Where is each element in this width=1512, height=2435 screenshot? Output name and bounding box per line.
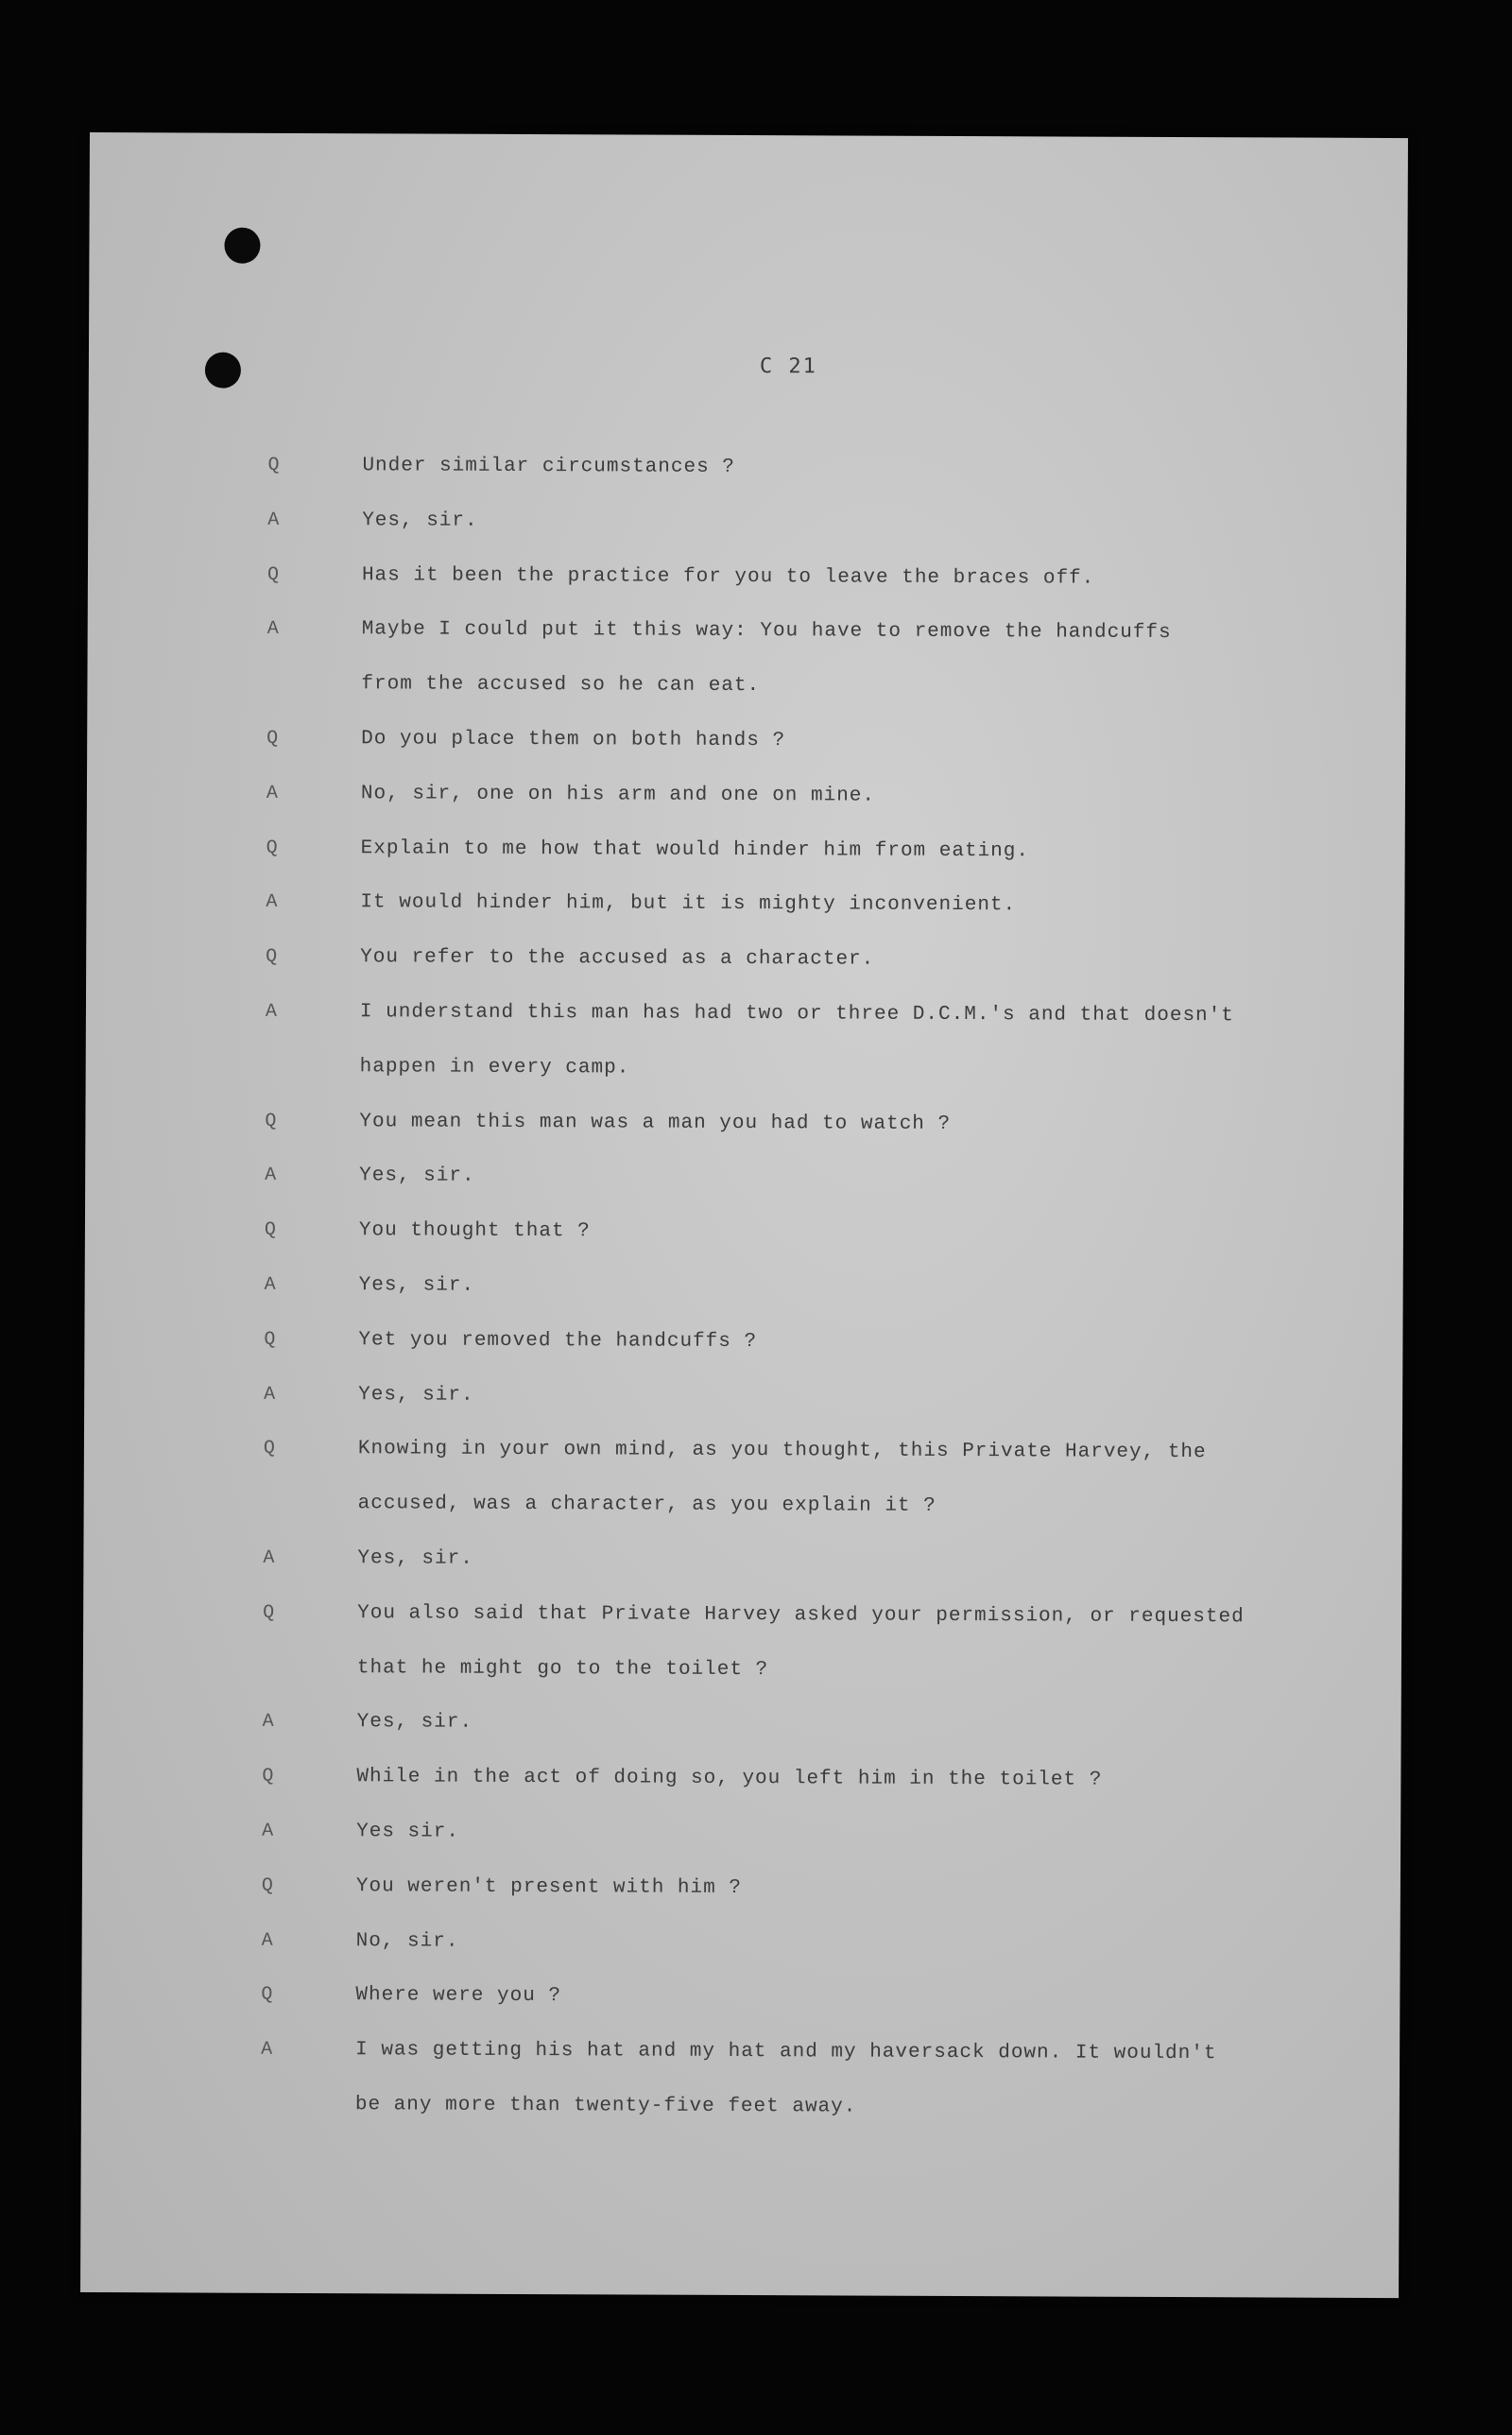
transcript-line xyxy=(81,2093,1400,2153)
line-text: Yes, sir. xyxy=(356,1711,473,1735)
transcript-line xyxy=(86,837,1404,897)
line-text: No, sir, one on his arm and one on mine. xyxy=(360,783,876,807)
transcript-line xyxy=(85,1164,1403,1224)
line-text: While in the act of doing so, you left him in the toilet ? xyxy=(356,1766,1103,1791)
document-page xyxy=(80,132,1408,2298)
line-text: Explain to me how that would hinder him from eating. xyxy=(360,837,1030,862)
line-text: It would hinder him, but it is mighty inconvenient. xyxy=(360,891,1017,917)
speaker-label: A xyxy=(267,509,280,531)
line-text: Yes, sir. xyxy=(362,509,478,532)
line-text: Yes, sir. xyxy=(358,1274,475,1297)
transcript-line xyxy=(81,1928,1400,1989)
speaker-label: Q xyxy=(266,727,279,750)
line-text: Yes sir. xyxy=(356,1821,460,1843)
line-text: You thought that ? xyxy=(358,1219,591,1243)
transcript-line xyxy=(88,509,1406,569)
speaker-label: A xyxy=(266,891,278,914)
transcript-line xyxy=(88,454,1406,514)
line-text: Under similar circumstances ? xyxy=(362,455,735,478)
line-text: Yes, sir. xyxy=(357,1547,473,1570)
transcript xyxy=(81,454,1407,2153)
transcript-line xyxy=(86,1000,1404,1061)
speaker-label: Q xyxy=(263,1601,275,1624)
transcript-line xyxy=(84,1383,1402,1443)
line-text: You also said that Private Harvey asked your permission, or requested xyxy=(357,1601,1245,1629)
transcript-line xyxy=(84,1273,1402,1334)
transcript-line xyxy=(88,617,1406,678)
speaker-label: Q xyxy=(261,1874,273,1897)
transcript-line xyxy=(83,1601,1401,1662)
transcript-line xyxy=(85,1110,1403,1170)
transcript-line xyxy=(84,1437,1402,1497)
speaker-label: A xyxy=(261,2038,273,2061)
transcript-line xyxy=(81,2038,1400,2098)
transcript-line xyxy=(82,1710,1400,1770)
line-text: I was getting his hat and my hat and my haversack down. It wouldn't xyxy=(355,2039,1217,2065)
line-text: Yet you removed the handcuffs ? xyxy=(358,1329,758,1353)
punch-hole-bottom xyxy=(205,353,241,389)
line-text: Where were you ? xyxy=(355,1984,562,2008)
speaker-label: A xyxy=(265,1000,278,1023)
transcript-line xyxy=(84,1328,1402,1389)
speaker-label: A xyxy=(262,1711,274,1734)
line-text: happen in every camp. xyxy=(359,1056,630,1079)
speaker-label: A xyxy=(265,1165,277,1187)
speaker-label: Q xyxy=(264,1328,276,1351)
line-text: You weren't present with him ? xyxy=(355,1874,743,1899)
line-text: Yes, sir. xyxy=(358,1383,474,1407)
transcript-line xyxy=(87,727,1405,787)
line-text: that he might go to the toilet ? xyxy=(356,1656,769,1681)
speaker-label: A xyxy=(262,1820,274,1842)
transcript-line xyxy=(81,1983,1400,2044)
transcript-line xyxy=(86,890,1404,951)
line-text: You mean this man was a man you had to watch ? xyxy=(359,1110,952,1135)
line-text: accused, was a character, as you explain it ? xyxy=(357,1493,936,1518)
line-text: You refer to the accused as a character. xyxy=(360,946,875,971)
speaker-label: Q xyxy=(263,1438,275,1460)
speaker-label: Q xyxy=(266,837,278,859)
punch-hole-top xyxy=(224,228,260,264)
speaker-label: Q xyxy=(262,1765,274,1787)
speaker-label: A xyxy=(264,1273,276,1296)
transcript-line xyxy=(83,1656,1401,1717)
page-number: C 21 xyxy=(759,354,817,379)
transcript-line xyxy=(83,1492,1401,1552)
line-text: Maybe I could put it this way: You have to remove the handcuffs xyxy=(361,618,1172,645)
speaker-label: Q xyxy=(266,563,280,586)
speaker-label: A xyxy=(263,1546,275,1569)
transcript-line xyxy=(82,1874,1400,1935)
line-text: Has it been the practice for you to leave the braces off. xyxy=(361,563,1095,590)
line-text: Yes, sir. xyxy=(359,1165,475,1188)
transcript-line xyxy=(82,1820,1400,1880)
speaker-label: A xyxy=(266,618,279,641)
line-text: I understand this man has had two or three D.C.M.'s and that doesn't xyxy=(359,1001,1234,1028)
line-text: Knowing in your own mind, as you thought, this Private Harvey, the xyxy=(357,1438,1207,1464)
speaker-label: Q xyxy=(266,945,278,969)
line-text: from the accused so he can eat. xyxy=(361,673,761,698)
transcript-line xyxy=(85,1055,1403,1115)
speaker-label: A xyxy=(266,782,279,804)
speaker-label: Q xyxy=(261,1984,273,2007)
speaker-label: A xyxy=(264,1383,276,1406)
speaker-label: Q xyxy=(264,1218,276,1242)
transcript-line xyxy=(87,672,1405,733)
line-text: Do you place them on both hands ? xyxy=(361,728,786,752)
transcript-line xyxy=(86,945,1404,1006)
speaker-label: Q xyxy=(265,1110,277,1132)
line-text: be any more than twenty-five feet away. xyxy=(354,2094,857,2118)
speaker-label: Q xyxy=(267,454,280,476)
transcript-line xyxy=(82,1765,1400,1825)
line-text: No, sir. xyxy=(355,1929,459,1953)
transcript-line xyxy=(85,1218,1403,1279)
transcript-line xyxy=(83,1546,1401,1607)
speaker-label: A xyxy=(261,1929,273,1952)
transcript-line xyxy=(88,563,1406,624)
transcript-line xyxy=(87,782,1405,842)
